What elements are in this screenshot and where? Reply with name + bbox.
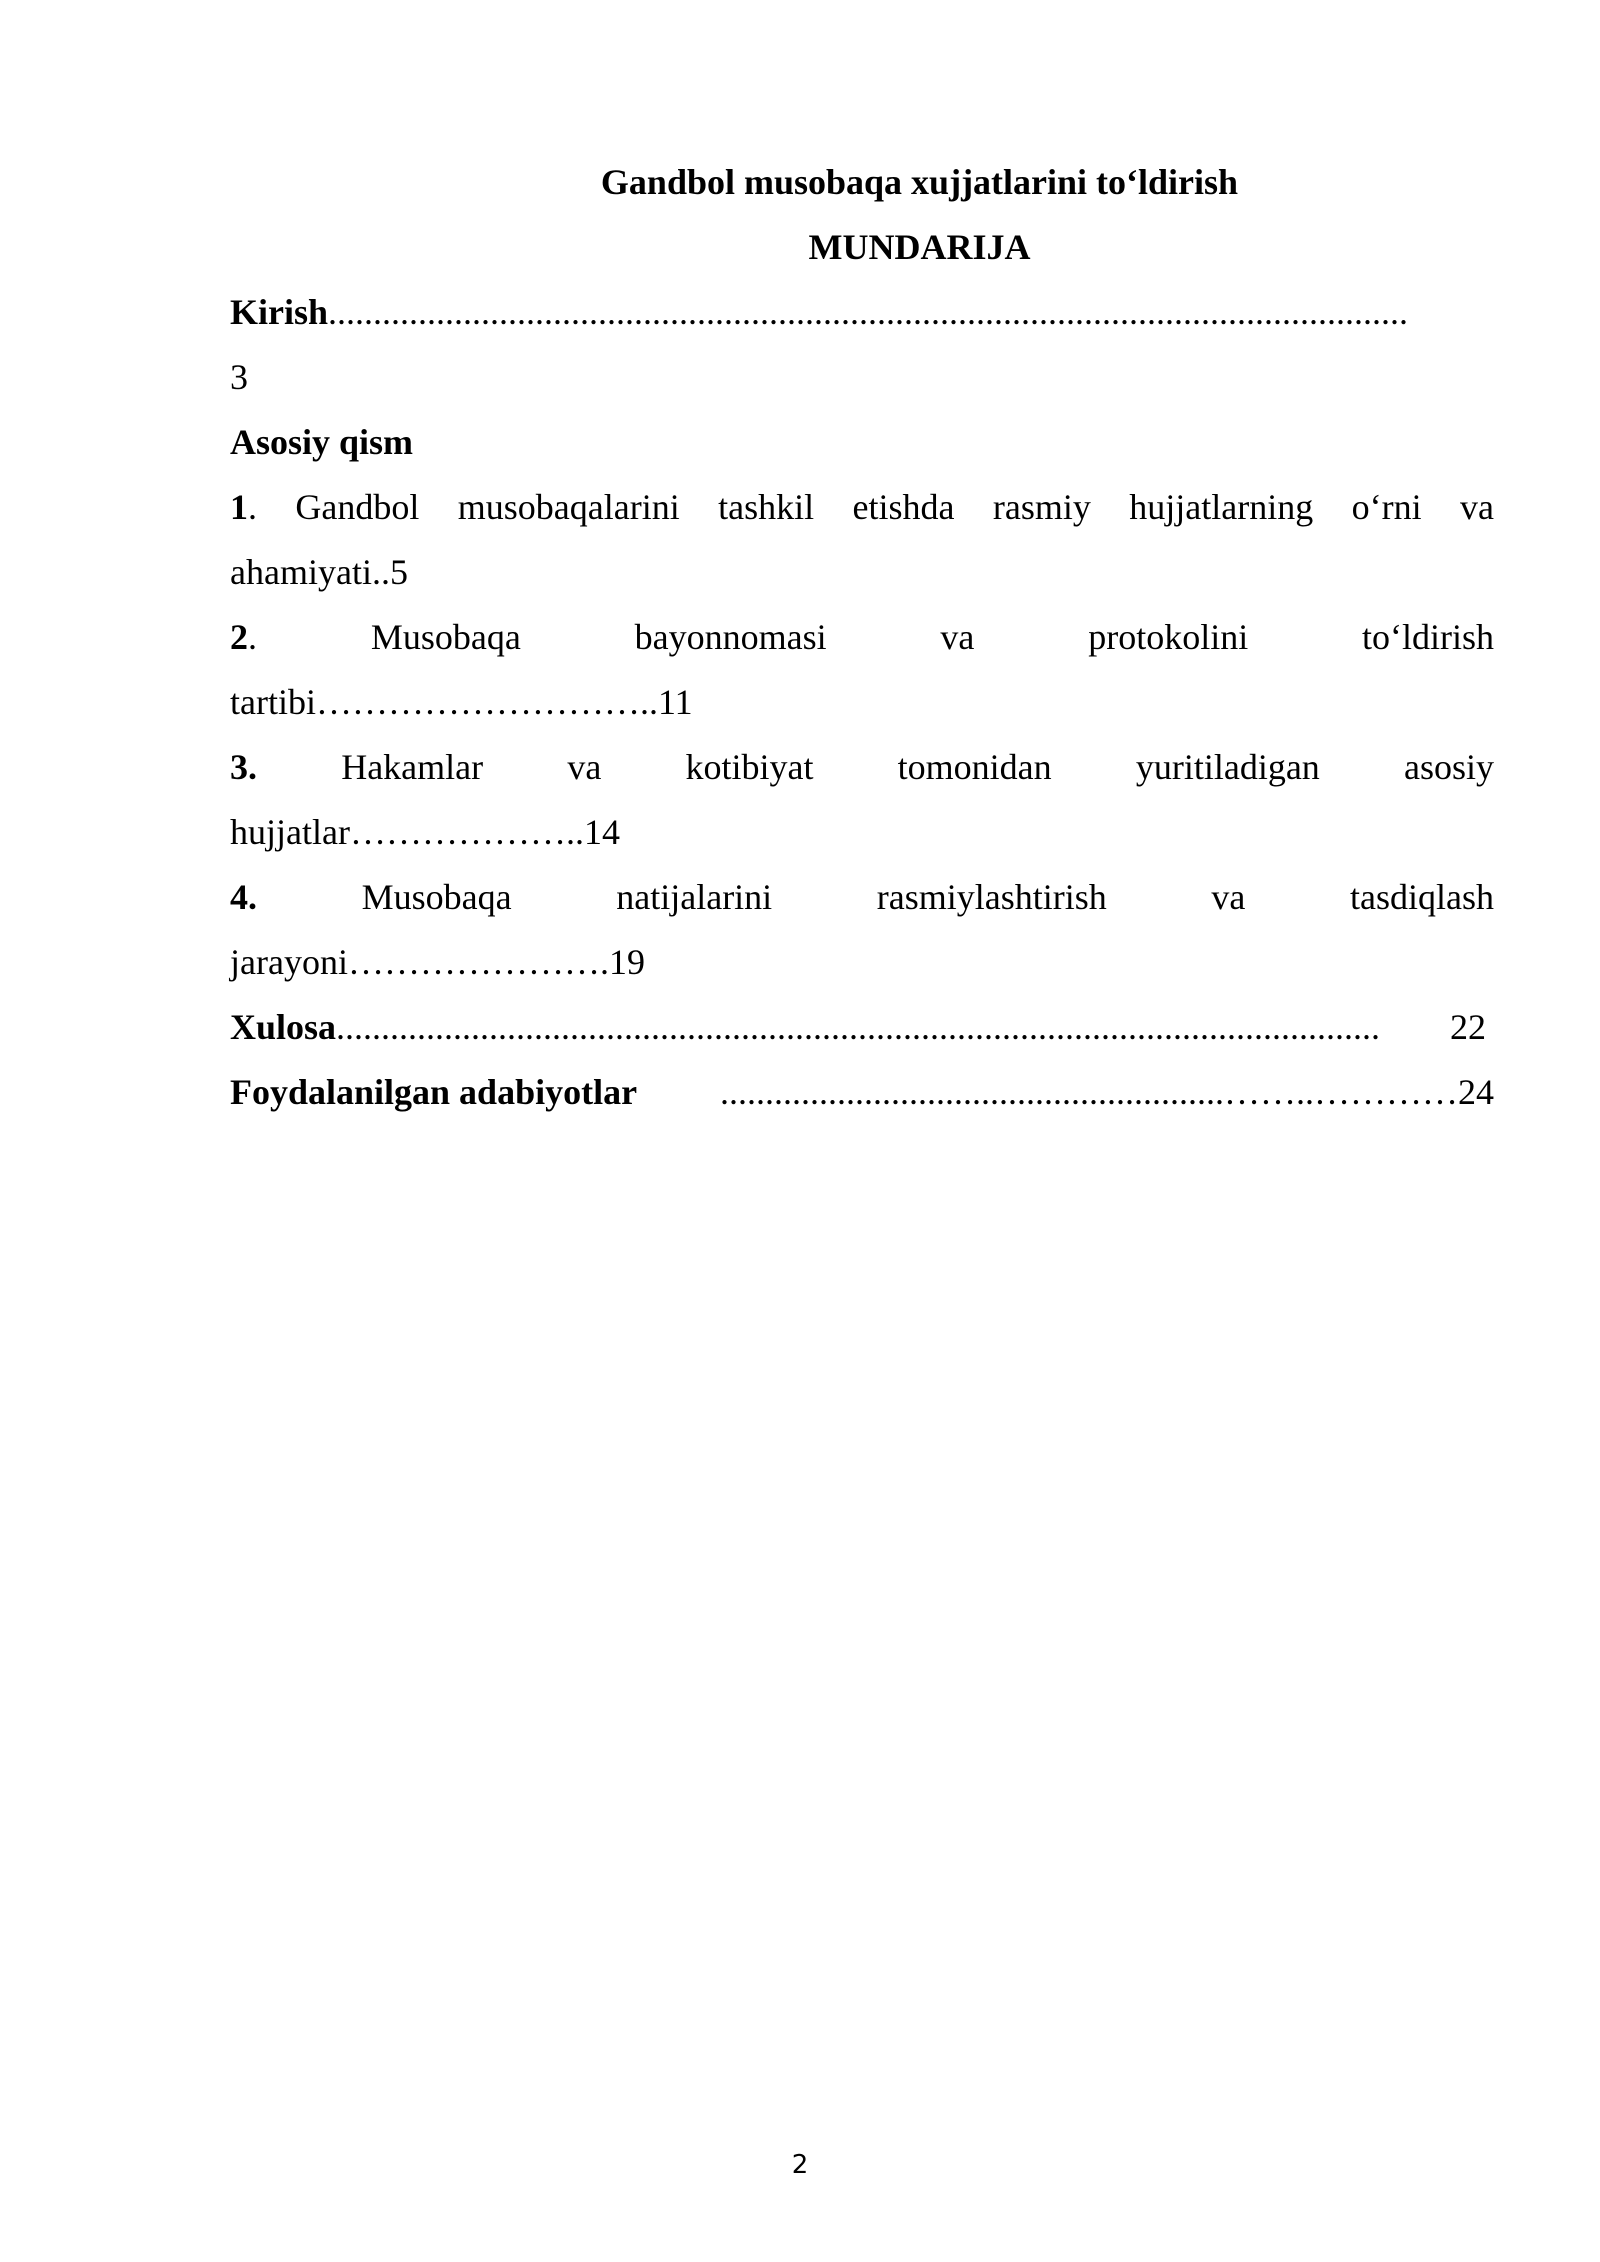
toc-entry-label: Kirish [230,292,329,332]
toc-entry-kirish [230,280,1494,345]
document-content [230,150,1494,1125]
toc-entry-number: 2 [230,617,248,657]
toc-entry-adabiyotlar [230,1060,1494,1125]
toc-section-heading: Asosiy qism [230,422,414,462]
toc-entry-punct: . [248,487,257,527]
toc-entry-text: Hakamlar va kotibiyat tomonidan yuritiladigan asosiy [341,747,1494,787]
toc-entry-label: Xulosa [230,1007,337,1047]
document-title: Gandbol musobaqa xujjatlarini to‘ldirish [600,162,1239,202]
toc-entry-2-line1 [230,605,1494,670]
toc-entry-page: 24 [1458,1072,1494,1112]
page-number: 2 [791,2150,809,2180]
toc-entry-page: 22 [1450,1007,1486,1047]
toc-entry-text: Gandbol musobaqalarini tashkil etishda rasmiy hujjatlarning o‘rni va [295,487,1494,527]
toc-entry-punct: . [248,617,257,657]
toc-heading: MUNDARIJA [808,227,1031,267]
toc-entry-4-line2: jarayoni………………….19 [230,942,645,982]
toc-leader-dots: .................................................................................................................... [336,1007,1381,1047]
toc-entry-label: Foydalanilgan adabiyotlar [230,1072,638,1112]
toc-entry-3-line1 [230,735,1494,800]
toc-entry-1-line2: ahamiyati..5 [230,552,408,592]
toc-entry-number: 4. [230,877,257,917]
toc-entry-text: Musobaqa bayonnomasi va protokolini to‘ldirish [370,617,1495,657]
toc-leader-dots: ........................................................................................................................ [328,292,1409,332]
toc-entry-2-line2: tartibi………………………..11 [230,682,693,722]
toc-entry-number: 3. [230,747,257,787]
toc-leader-dots: ........................................................……..………… [720,1072,1458,1112]
toc-entry-1-line1 [230,475,1494,540]
toc-entry-text: Musobaqa natijalarini rasmiylashtirish va tasdiqlash [361,877,1495,917]
toc-entry-3-line2: hujjatlar………………..14 [230,812,620,852]
toc-entry-4-line1 [230,865,1494,930]
toc-entry-page: 3 [230,357,248,397]
toc-entry-xulosa [230,995,1494,1060]
toc-entry-number: 1 [230,487,248,527]
